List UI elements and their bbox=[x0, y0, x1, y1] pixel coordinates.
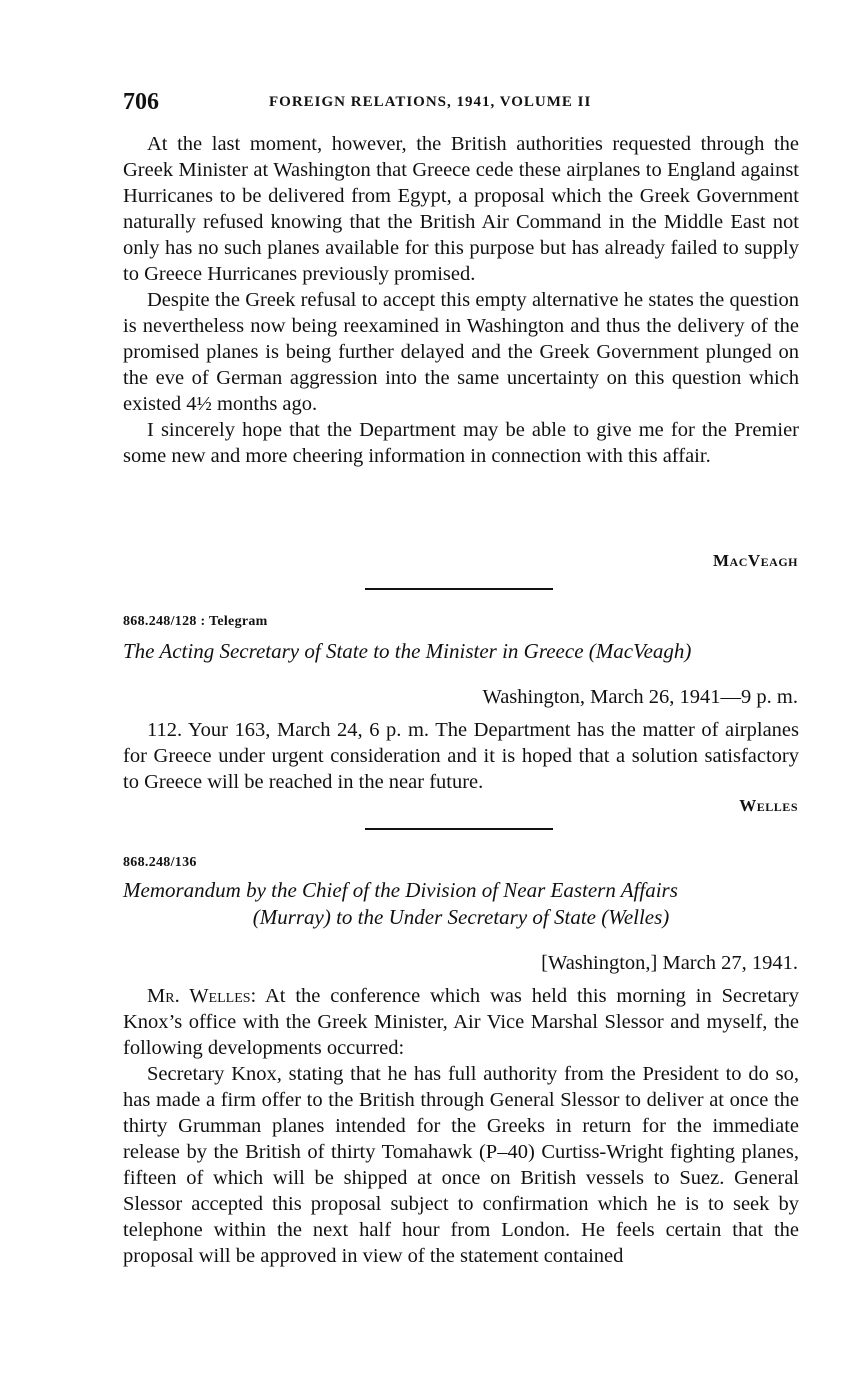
doc3-paragraph-1-text: At the conference which was held this morning in Secretary Knox’s office with the Greek Minister, Air Vice Marshal Slessor and myself, the following developments occurred: bbox=[123, 985, 799, 1059]
doc2-signature: Welles bbox=[739, 796, 798, 815]
doc2-dateline: Washington, March 26, 1941—9 p. m. bbox=[482, 686, 798, 708]
section-divider bbox=[365, 828, 553, 830]
doc3-paragraph-1 bbox=[123, 983, 799, 1061]
section-divider bbox=[365, 588, 553, 590]
page-number: 706 bbox=[123, 89, 159, 115]
doc1-paragraph-3: I sincerely hope that the Department may be able to give me for the Premier some new and more cheering information in connection with this affair. bbox=[123, 419, 799, 467]
doc1-paragraph-2: Despite the Greek refusal to accept this empty alternative he states the question is nevertheless now being reexamined in Washington and thus the delivery of the promised planes is being further delayed and the Greek Government plunged on the eve of German aggression into the same uncertainty on this question which existed 4½ months ago. bbox=[123, 289, 799, 415]
doc1-body bbox=[123, 131, 799, 469]
doc3-salutation: Mr. Welles: bbox=[147, 985, 257, 1007]
doc3-title-line-2: (Murray) to the Under Secretary of State (Welles) bbox=[252, 905, 670, 929]
doc3-dateline: [Washington,] March 27, 1941. bbox=[541, 952, 798, 974]
doc2-paragraph: 112. Your 163, March 24, 6 p. m. The Department has the matter of airplanes for Greece under urgent consideration and it is hoped that a solution satisfactory to Greece will be reached in the near future. bbox=[123, 719, 799, 793]
doc1-signature: MacVeagh bbox=[713, 551, 798, 570]
doc3-title bbox=[123, 877, 799, 931]
doc3-title-line-1: Memorandum by the Chief of the Division of Near Eastern Affairs bbox=[123, 878, 678, 902]
running-title: FOREIGN RELATIONS, 1941, VOLUME II bbox=[269, 94, 592, 110]
doc1-paragraph-1: At the last moment, however, the British authorities requested through the Greek Minister at Washington that Greece cede these airplanes to England against Hurricanes to be delivered from Egypt, a proposal which the Greek Government naturally refused knowing that the British Air Command in the Middle East not only has no such planes available for this purpose but has already failed to supply to Greece Hurricanes previously promised. bbox=[123, 133, 799, 285]
doc3-paragraph-2: Secretary Knox, stating that he has full authority from the President to do so, has made a firm offer to the British through General Slessor to deliver at once the thirty Grumman planes intended for the Greeks in return for the immediate release by the British of thirty Tomahawk (P–40) Curtiss-Wright fighting planes, fifteen of which will be shipped at once on British vessels to Suez. General Slessor accepted this proposal subject to confirmation which he is to seek by telephone within the next half hour from London. He feels certain that the proposal will be approved in view of the statement contained bbox=[123, 1063, 799, 1267]
doc2-title: The Acting Secretary of State to the Minister in Greece (MacVeagh) bbox=[123, 639, 692, 663]
doc2-body bbox=[123, 717, 799, 795]
doc3-body bbox=[123, 983, 799, 1269]
doc2-file-number: 868.248/128 : Telegram bbox=[123, 614, 268, 629]
doc3-file-number: 868.248/136 bbox=[123, 855, 197, 870]
page-header bbox=[123, 89, 799, 119]
